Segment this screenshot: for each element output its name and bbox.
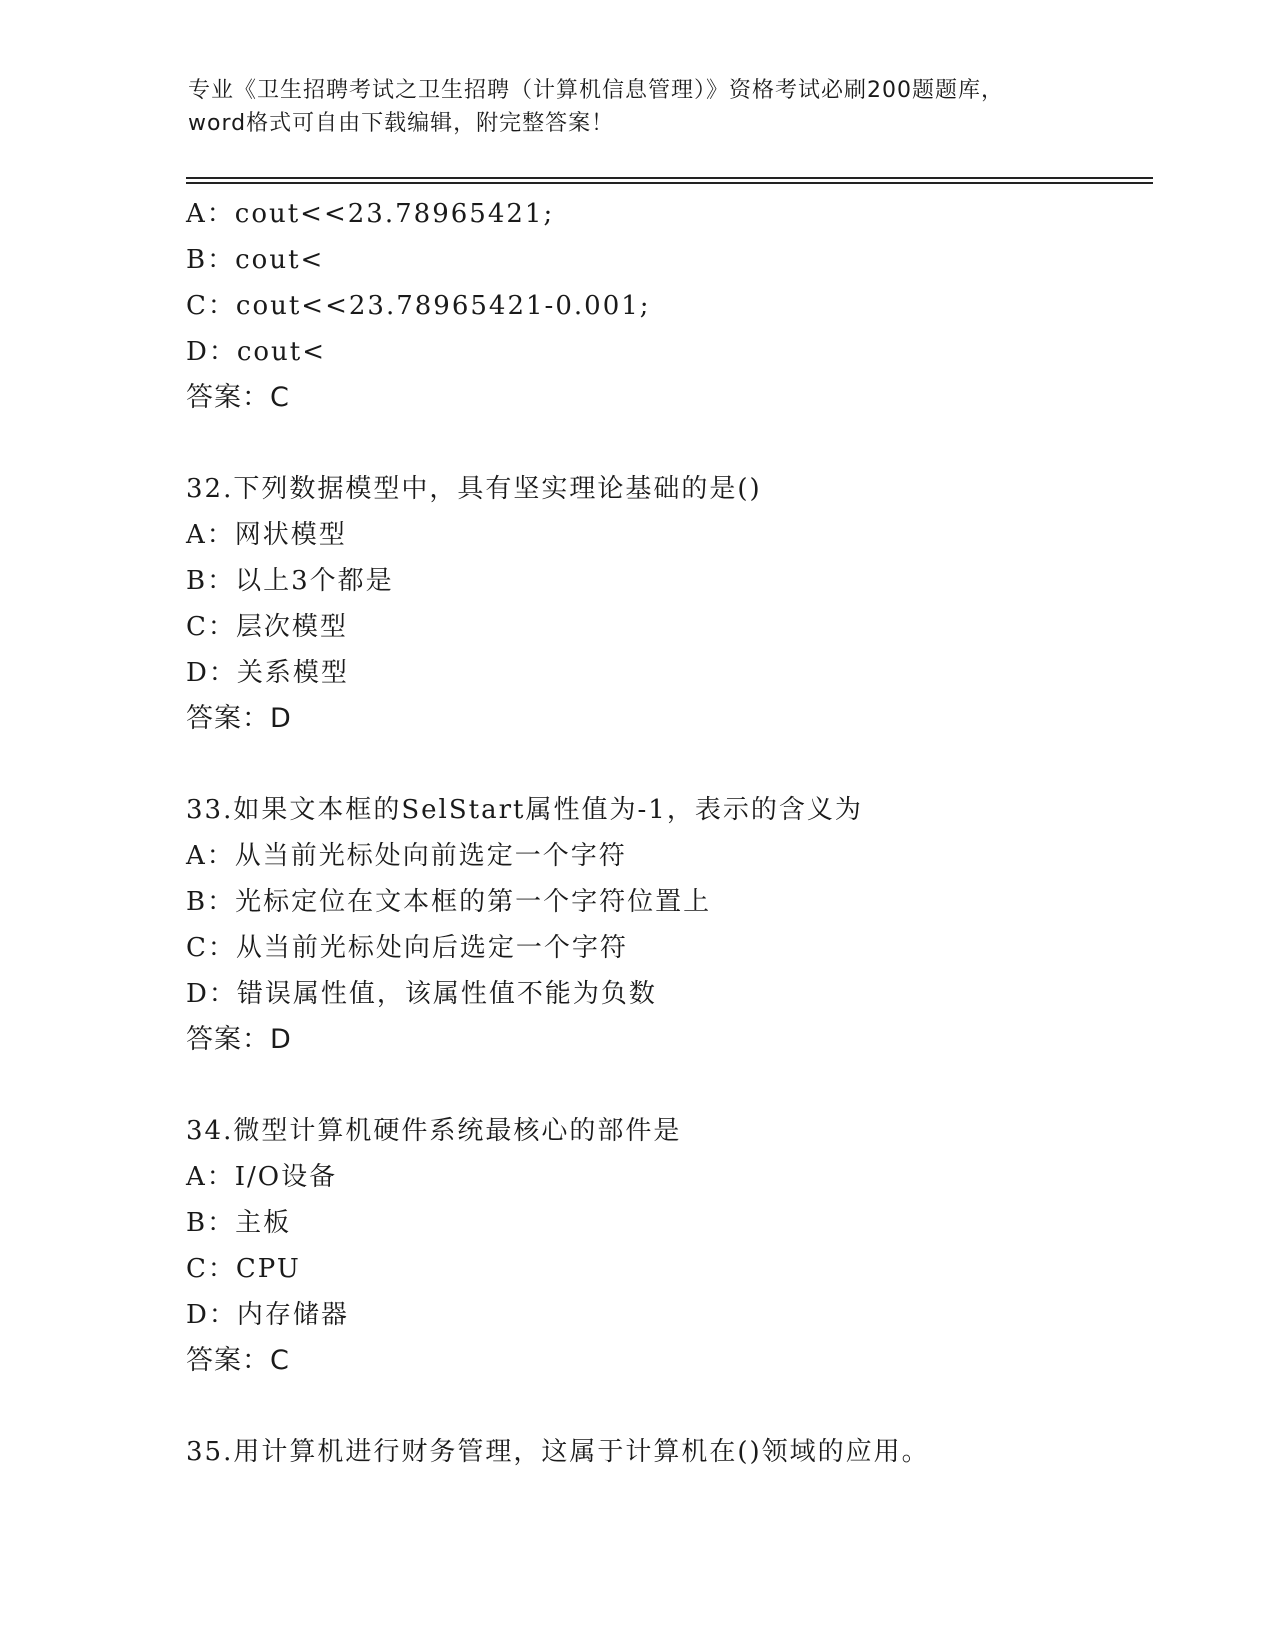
answer: 答案：D: [186, 1024, 292, 1055]
option-a: A：I/O设备: [186, 1162, 338, 1192]
option-a: A：cout<<23.78965421;: [186, 199, 555, 229]
spacer: [186, 1063, 1146, 1108]
answer: 答案：C: [186, 382, 290, 413]
option-c: C：从当前光标处向后选定一个字符: [186, 933, 628, 963]
question-31: [186, 191, 1146, 421]
document-header: [188, 74, 1088, 140]
option-c: C：CPU: [186, 1254, 301, 1284]
question-text: 34.微型计算机硬件系统最核心的部件是: [186, 1116, 682, 1146]
question-text: 35.用计算机进行财务管理，这属于计算机在()领域的应用。: [186, 1437, 930, 1467]
option-a: A：从当前光标处向前选定一个字符: [186, 841, 627, 871]
option-a: A：网状模型: [186, 520, 347, 550]
spacer: [186, 421, 1146, 466]
header-divider-top: [186, 177, 1153, 179]
question-text: 33.如果文本框的SelStart属性值为-1，表示的含义为: [186, 795, 863, 825]
answer: 答案：D: [186, 703, 292, 734]
answer: 答案：C: [186, 1345, 290, 1376]
option-c: C：cout<<23.78965421-0.001;: [186, 291, 651, 321]
option-c: C：层次模型: [186, 612, 348, 642]
option-b: B：cout<: [186, 245, 325, 275]
question-text: 32.下列数据模型中，具有坚实理论基础的是(): [186, 474, 762, 504]
question-34: [186, 1108, 1146, 1384]
option-b: B：主板: [186, 1208, 292, 1238]
option-d: D：cout<: [186, 337, 327, 367]
spacer: [186, 742, 1146, 787]
header-line-2: word格式可自由下载编辑，附完整答案！: [188, 111, 615, 136]
option-d: D：关系模型: [186, 658, 349, 688]
question-list: [186, 191, 1146, 1475]
question-35: [186, 1429, 1146, 1475]
option-d: D：错误属性值，该属性值不能为负数: [186, 979, 657, 1009]
option-b: B：以上3个都是: [186, 566, 394, 596]
spacer: [186, 1384, 1146, 1429]
header-divider-bottom: [186, 182, 1153, 184]
question-33: [186, 787, 1146, 1063]
option-d: D：内存储器: [186, 1300, 349, 1330]
question-32: [186, 466, 1146, 742]
header-line-1: 专业《卫生招聘考试之卫生招聘（计算机信息管理）》资格考试必刷200题题库，: [188, 78, 1004, 103]
option-b: B：光标定位在文本框的第一个字符位置上: [186, 887, 712, 917]
